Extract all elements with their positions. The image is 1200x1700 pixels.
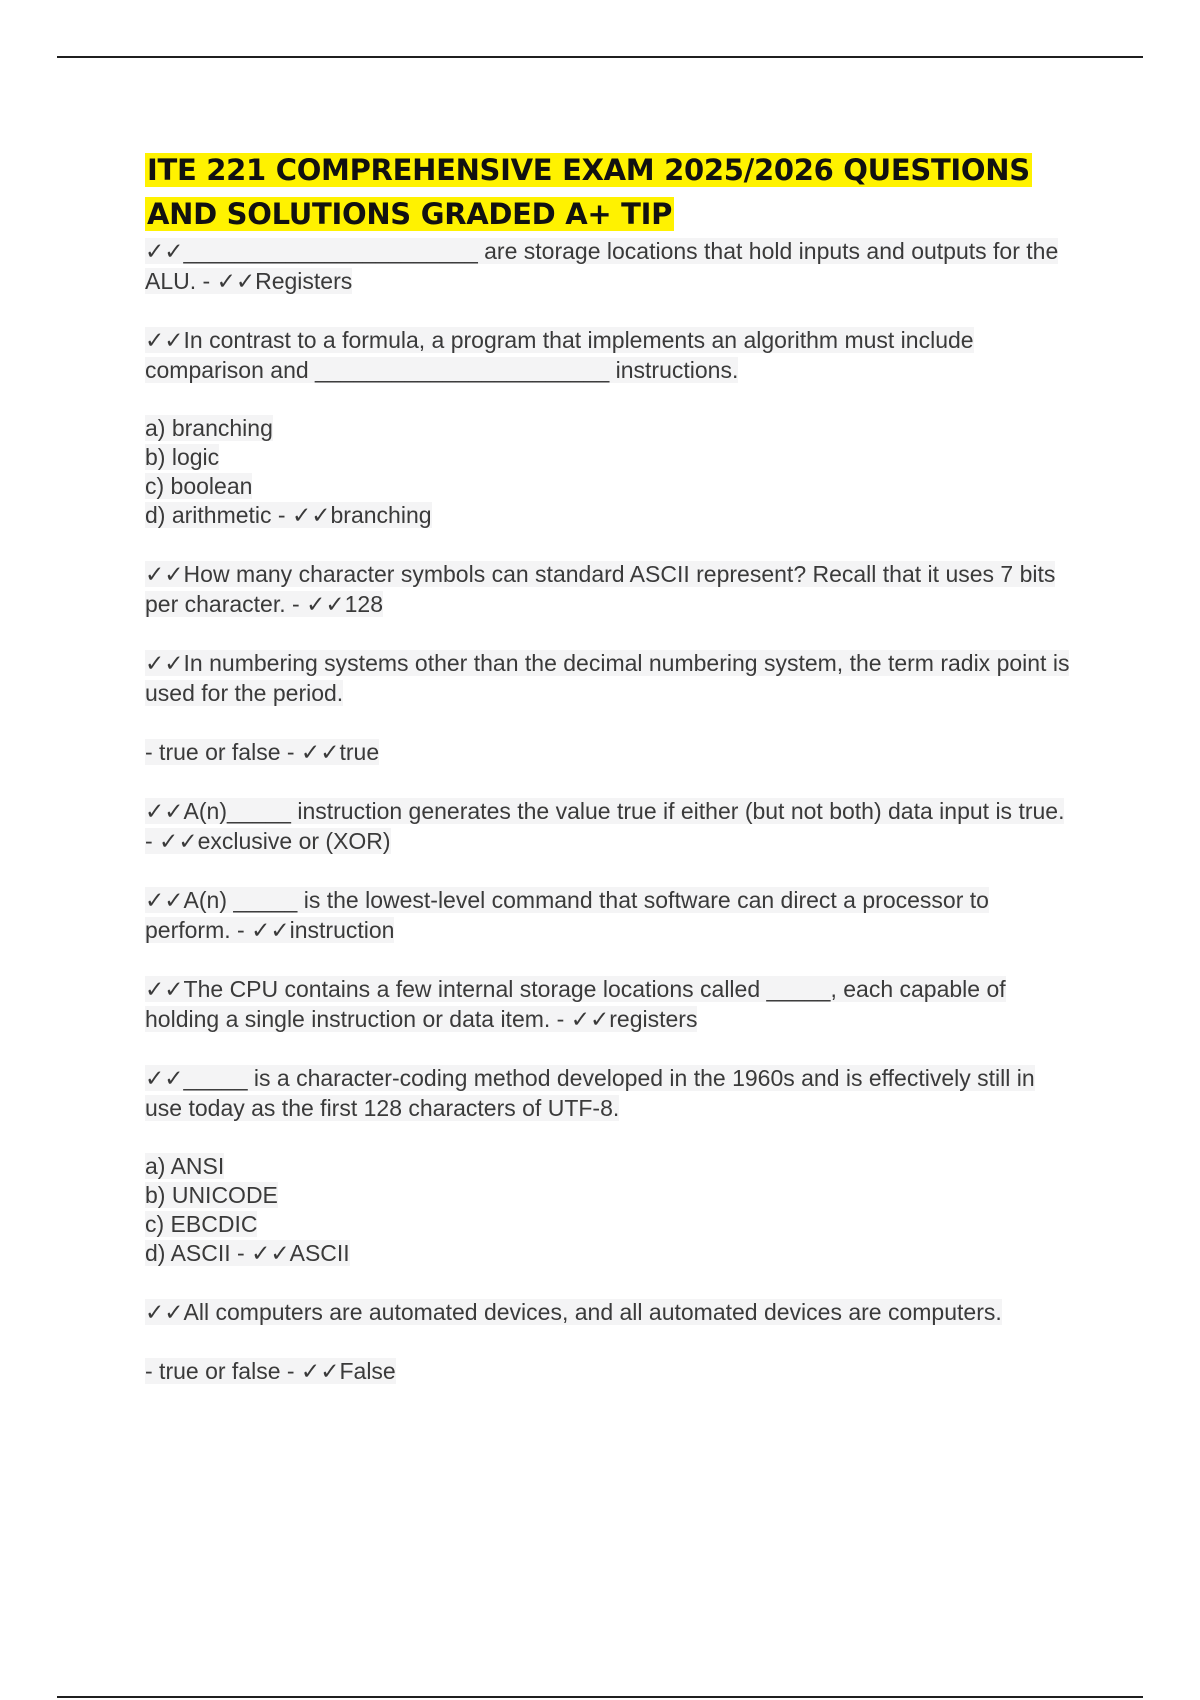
question-registers-alu xyxy=(145,236,1075,296)
option-item: d) arithmetic - ✓✓branching xyxy=(145,502,432,528)
top-rule xyxy=(57,56,1143,58)
question-xor-instruction xyxy=(145,796,1075,856)
document-title-text: ITE 221 COMPREHENSIVE EXAM 2025/2026 QUESTIONS AND SOLUTIONS GRADED A+ TIP xyxy=(147,153,1030,231)
question-ascii-symbols xyxy=(145,559,1075,619)
question-text: ✓✓A(n) _____ is the lowest-level command that software can direct a processor to perform. - ✓✓instruction xyxy=(145,887,989,943)
document-title xyxy=(145,148,1075,236)
bottom-rule xyxy=(57,1696,1143,1698)
answer-text: - true or false - ✓✓true xyxy=(145,739,380,765)
answer-radix-point xyxy=(145,737,1075,767)
question-automated-devices xyxy=(145,1297,1075,1327)
question-radix-point xyxy=(145,648,1075,708)
question-text: ✓✓_______________________ are storage locations that hold inputs and outputs for the ALU. - ✓✓Registers xyxy=(145,238,1059,294)
document-body xyxy=(145,148,1075,1386)
question-text: ✓✓All computers are automated devices, and all automated devices are computers. xyxy=(145,1299,1002,1325)
option-item: a) ANSI xyxy=(145,1153,225,1179)
question-text: ✓✓_____ is a character-coding method developed in the 1960s and is effectively still in use today as the first 128 characters of UTF-8. xyxy=(145,1065,1035,1121)
option-item: d) ASCII - ✓✓ASCII xyxy=(145,1240,350,1266)
question-cpu-storage xyxy=(145,974,1075,1034)
answer-options-branching xyxy=(145,414,1075,530)
option-item: b) logic xyxy=(145,444,220,470)
question-lowest-level-command xyxy=(145,885,1075,945)
answer-text: - true or false - ✓✓False xyxy=(145,1358,396,1384)
option-item: a) branching xyxy=(145,415,273,441)
answer-automated-devices xyxy=(145,1356,1075,1386)
question-algorithm-instructions xyxy=(145,325,1075,385)
answer-options-ascii xyxy=(145,1152,1075,1268)
option-item: b) UNICODE xyxy=(145,1182,278,1208)
question-character-coding xyxy=(145,1063,1075,1123)
question-text: ✓✓In contrast to a formula, a program that implements an algorithm must include comparison and _______________________ instructions. xyxy=(145,327,974,383)
question-text: ✓✓How many character symbols can standard ASCII represent? Recall that it uses 7 bits per character. - ✓✓128 xyxy=(145,561,1056,617)
question-text: ✓✓The CPU contains a few internal storage locations called _____, each capable of holding a single instruction or data item. - ✓✓registers xyxy=(145,976,1006,1032)
question-text: ✓✓A(n)_____ instruction generates the value true if either (but not both) data input is true. - ✓✓exclusive or (XOR) xyxy=(145,798,1065,854)
question-text: ✓✓In numbering systems other than the decimal numbering system, the term radix point is used for the period. xyxy=(145,650,1070,706)
option-item: c) boolean xyxy=(145,473,253,499)
option-item: c) EBCDIC xyxy=(145,1211,258,1237)
